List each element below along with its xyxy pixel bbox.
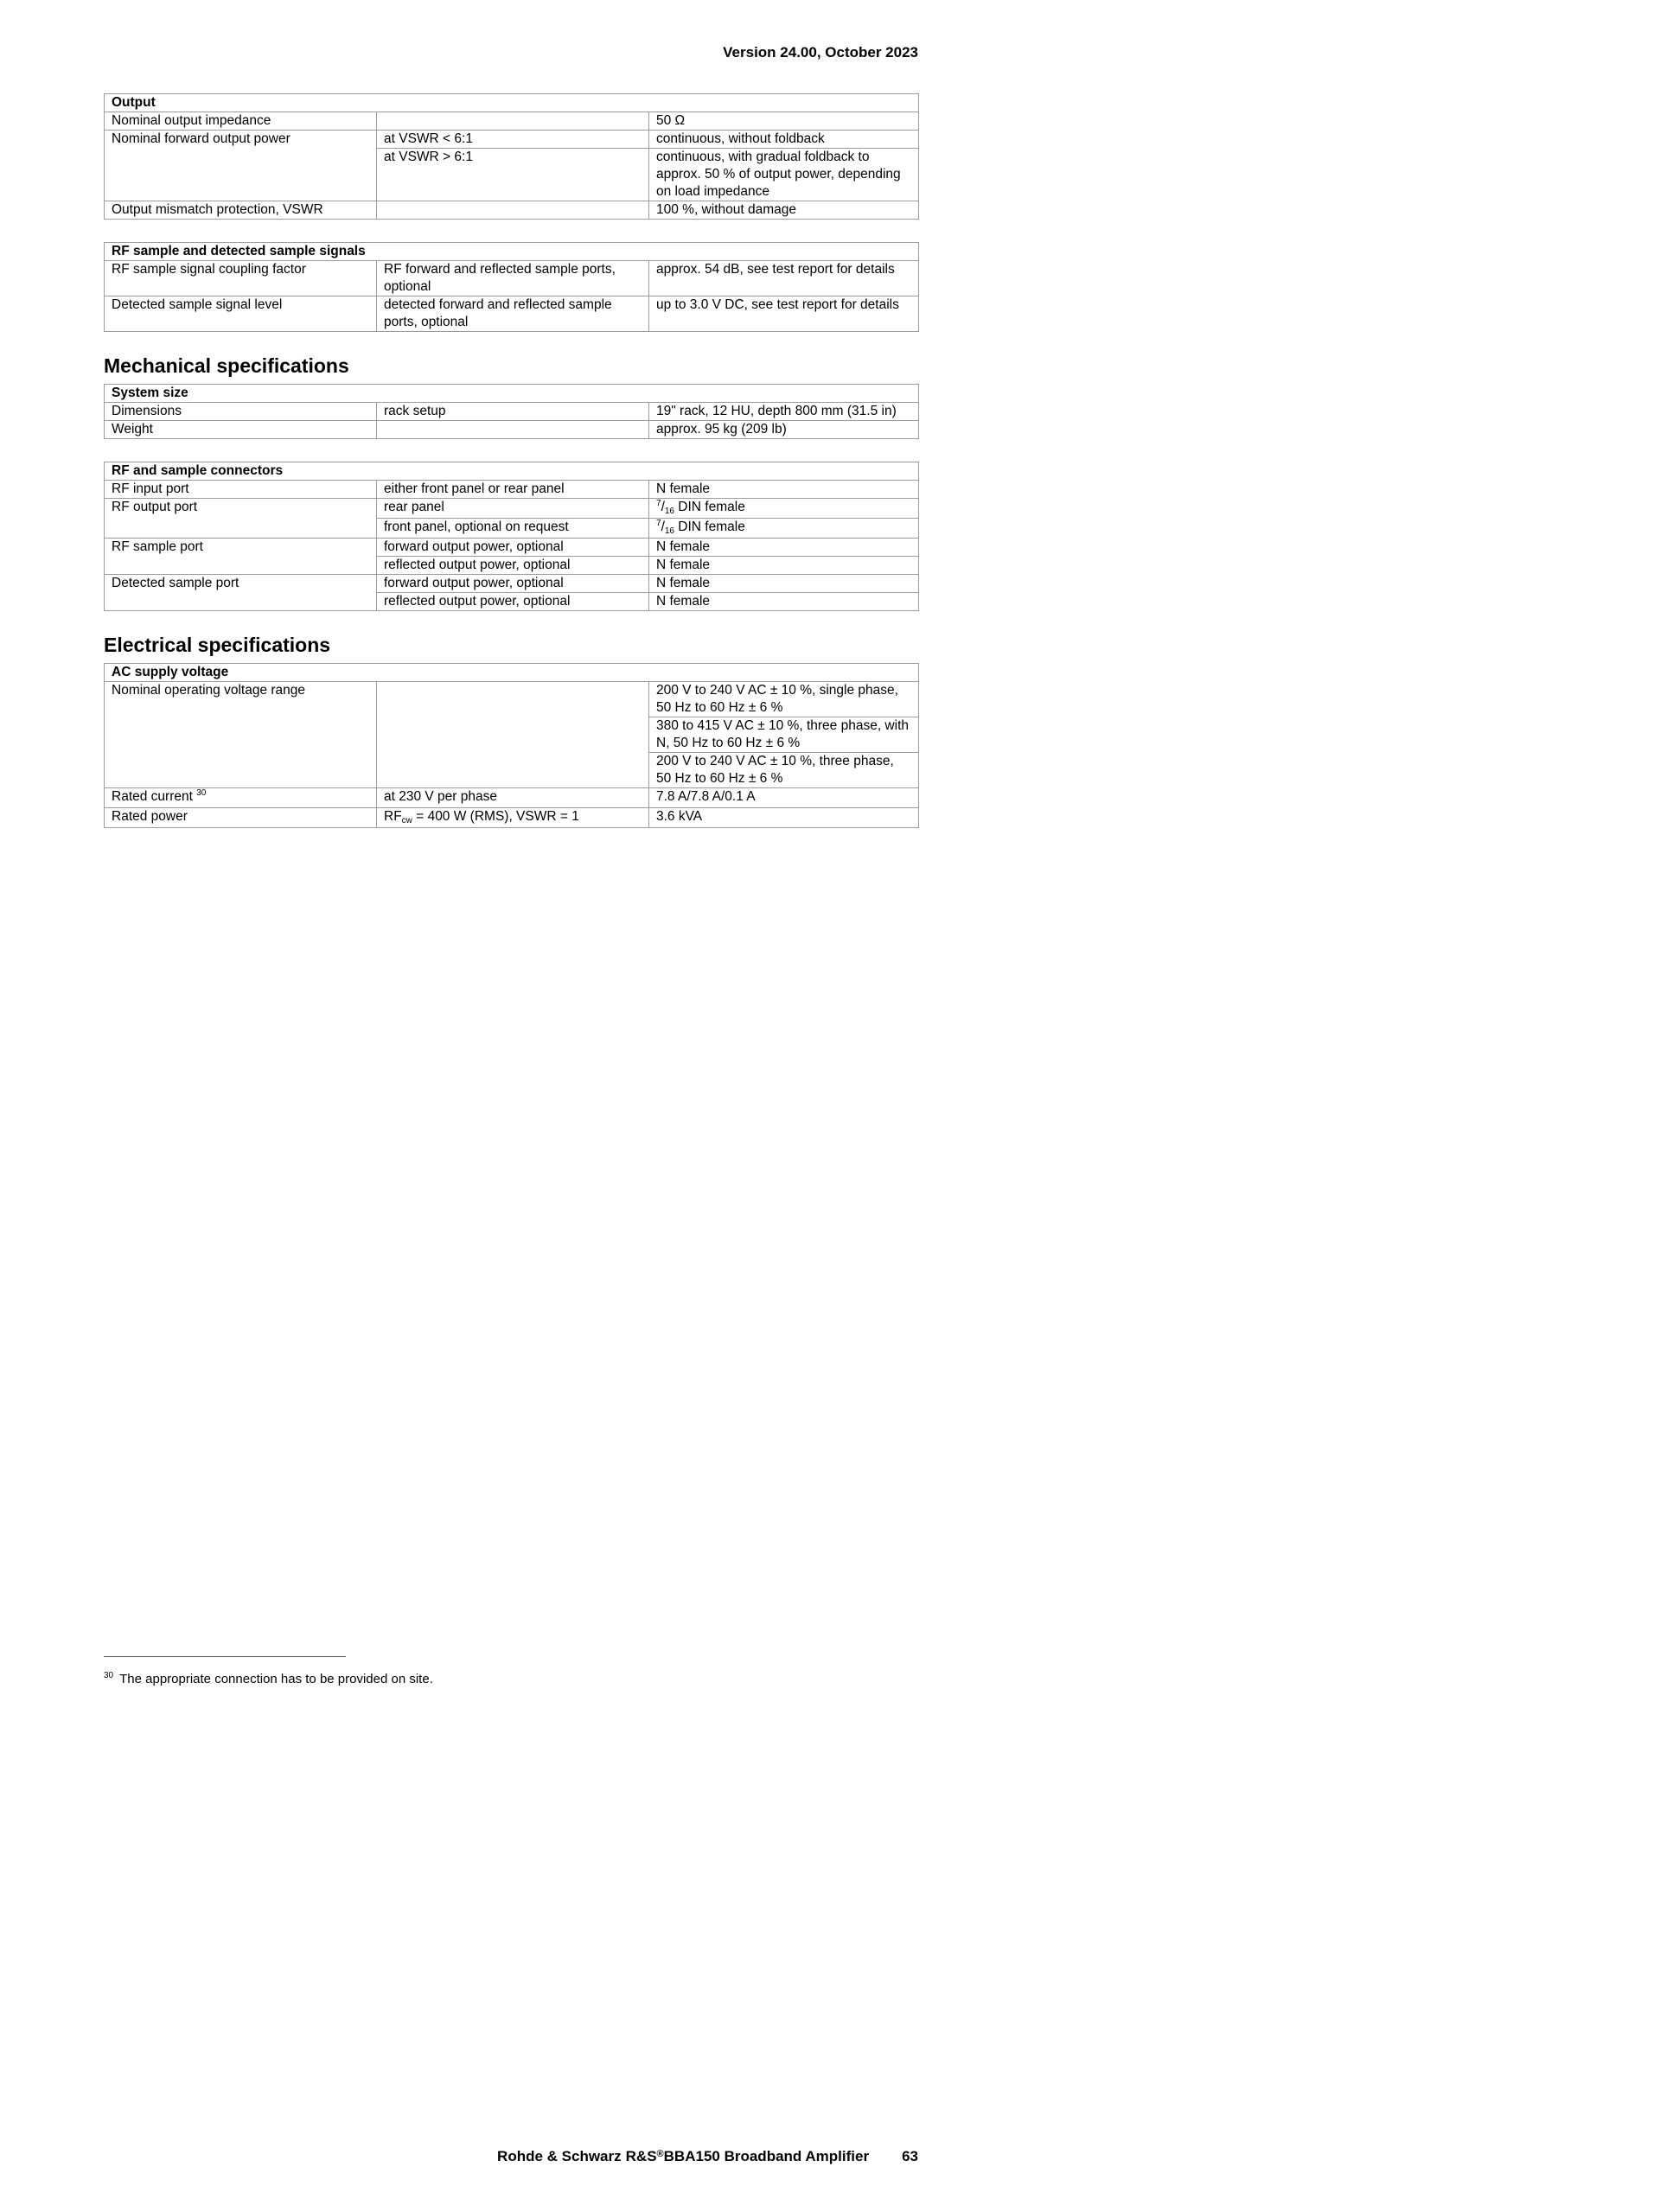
- spec-table: [104, 93, 919, 220]
- table-cell: Detected sample signal level: [105, 296, 377, 332]
- table-row: [105, 403, 919, 421]
- section-heading: Mechanical specifications: [104, 354, 349, 377]
- superscript-text: 7: [656, 519, 661, 528]
- table-row: [105, 539, 919, 557]
- table-cell: RF sample port: [105, 539, 377, 575]
- superscript-text: 30: [196, 788, 207, 798]
- table-cell: forward output power, optional: [377, 539, 649, 557]
- table-cell: N female: [649, 539, 919, 557]
- footnote-divider: [104, 1656, 346, 1657]
- table-title: RF sample and detected sample signals: [105, 243, 919, 261]
- table-row: [105, 575, 919, 593]
- table-title-row: [105, 385, 919, 403]
- spec-content: [104, 93, 918, 851]
- footnote-body: The appropriate connection has to be provided on site.: [119, 1672, 433, 1686]
- table-row: [105, 682, 919, 717]
- table-title-row: [105, 243, 919, 261]
- table-row: [105, 788, 919, 808]
- table-row: [105, 261, 919, 296]
- table-cell: rear panel: [377, 499, 649, 519]
- table-row: [105, 201, 919, 220]
- table-cell: Dimensions: [105, 403, 377, 421]
- section-heading: Electrical specifications: [104, 634, 331, 656]
- subscript-text: 16: [664, 526, 674, 536]
- table-cell: up to 3.0 V DC, see test report for details: [649, 296, 919, 332]
- table-cell: detected forward and reflected sample ports, optional: [377, 296, 649, 332]
- table-cell: N female: [649, 557, 919, 575]
- table-cell: [649, 519, 919, 539]
- table-cell: at 230 V per phase: [377, 788, 649, 808]
- table-cell: [649, 499, 919, 519]
- table-cell: RF input port: [105, 481, 377, 499]
- table-cell: Output mismatch protection, VSWR: [105, 201, 377, 220]
- table-row: [105, 499, 919, 519]
- table-cell: Nominal forward output power: [105, 131, 377, 201]
- table-cell: approx. 54 dB, see test report for details: [649, 261, 919, 296]
- table-cell: RF forward and reflected sample ports, optional: [377, 261, 649, 296]
- footnote: [104, 1656, 709, 1689]
- spec-table: [104, 462, 919, 611]
- spec-table: [104, 384, 919, 439]
- table-cell: reflected output power, optional: [377, 557, 649, 575]
- footer-product-line: [497, 2147, 869, 2168]
- superscript-text: 7: [656, 499, 661, 508]
- table-cell: [377, 682, 649, 788]
- table-row: [105, 808, 919, 828]
- table-row: [105, 296, 919, 332]
- table-title-row: [105, 664, 919, 682]
- table-cell: rack setup: [377, 403, 649, 421]
- table-row: [105, 131, 919, 149]
- table-cell: [377, 421, 649, 439]
- text-segment: Rated current: [112, 789, 197, 804]
- table-cell: 19" rack, 12 HU, depth 800 mm (31.5 in): [649, 403, 919, 421]
- footer-product-name: BBA150 Broadband Amplifier: [663, 2148, 870, 2164]
- table-cell: N female: [649, 575, 919, 593]
- table-cell: reflected output power, optional: [377, 593, 649, 611]
- table-cell: N female: [649, 481, 919, 499]
- table-cell: Rated power: [105, 808, 377, 828]
- table-cell: approx. 95 kg (209 lb): [649, 421, 919, 439]
- table-cell: [377, 808, 649, 828]
- table-title: System size: [105, 385, 919, 403]
- table-cell: RF sample signal coupling factor: [105, 261, 377, 296]
- table-cell: 7.8 A/7.8 A/0.1 A: [649, 788, 919, 808]
- table-cell: at VSWR < 6:1: [377, 131, 649, 149]
- text-segment: DIN female: [674, 520, 745, 534]
- text-segment: = 400 W (RMS), VSWR = 1: [412, 809, 579, 824]
- text-segment: /: [661, 500, 665, 514]
- subscript-text: cw: [401, 816, 412, 826]
- table-cell: 380 to 415 V AC ± 10 %, three phase, with N, 50 Hz to 60 Hz ± 6 %: [649, 717, 919, 753]
- table-row: [105, 112, 919, 131]
- table-cell: Nominal operating voltage range: [105, 682, 377, 788]
- spec-table: [104, 663, 919, 828]
- table-title: AC supply voltage: [105, 664, 919, 682]
- table-cell: continuous, with gradual foldback to approx. 50 % of output power, depending on load impedance: [649, 149, 919, 201]
- table-cell: [377, 112, 649, 131]
- table-cell: Nominal output impedance: [105, 112, 377, 131]
- table-cell: RF output port: [105, 499, 377, 539]
- table-cell: [377, 201, 649, 220]
- table-title: RF and sample connectors: [105, 462, 919, 481]
- spec-table: [104, 242, 919, 332]
- footnote-text: [104, 1671, 709, 1689]
- table-cell: 3.6 kVA: [649, 808, 919, 828]
- text-segment: DIN female: [674, 500, 745, 514]
- version-line: Version 24.00, October 2023: [723, 44, 918, 61]
- table-row: [105, 481, 919, 499]
- text-segment: RF: [384, 809, 402, 824]
- footer-brand: Rohde & Schwarz: [497, 2148, 622, 2164]
- table-title-row: [105, 94, 919, 112]
- footer-product-prefix: R&S: [625, 2148, 657, 2164]
- table-cell: at VSWR > 6:1: [377, 149, 649, 201]
- table-cell: 200 V to 240 V AC ± 10 %, single phase, 50 Hz to 60 Hz ± 6 %: [649, 682, 919, 717]
- table-cell: Detected sample port: [105, 575, 377, 611]
- table-title: Output: [105, 94, 919, 112]
- table-cell: forward output power, optional: [377, 575, 649, 593]
- subscript-text: 16: [664, 507, 674, 516]
- table-cell: continuous, without foldback: [649, 131, 919, 149]
- table-cell: front panel, optional on request: [377, 519, 649, 539]
- table-cell: [105, 788, 377, 808]
- table-cell: 200 V to 240 V AC ± 10 %, three phase, 50 Hz to 60 Hz ± 6 %: [649, 753, 919, 788]
- table-cell: 100 %, without damage: [649, 201, 919, 220]
- table-row: [105, 421, 919, 439]
- text-segment: /: [661, 520, 665, 534]
- page-footer: [497, 2147, 918, 2168]
- page-number: 63: [902, 2148, 918, 2164]
- table-title-row: [105, 462, 919, 481]
- table-cell: Weight: [105, 421, 377, 439]
- table-cell: either front panel or rear panel: [377, 481, 649, 499]
- table-cell: 50 Ω: [649, 112, 919, 131]
- table-cell: N female: [649, 593, 919, 611]
- footnote-marker: 30: [104, 1671, 114, 1680]
- registered-trademark-icon: ®: [656, 2149, 664, 2159]
